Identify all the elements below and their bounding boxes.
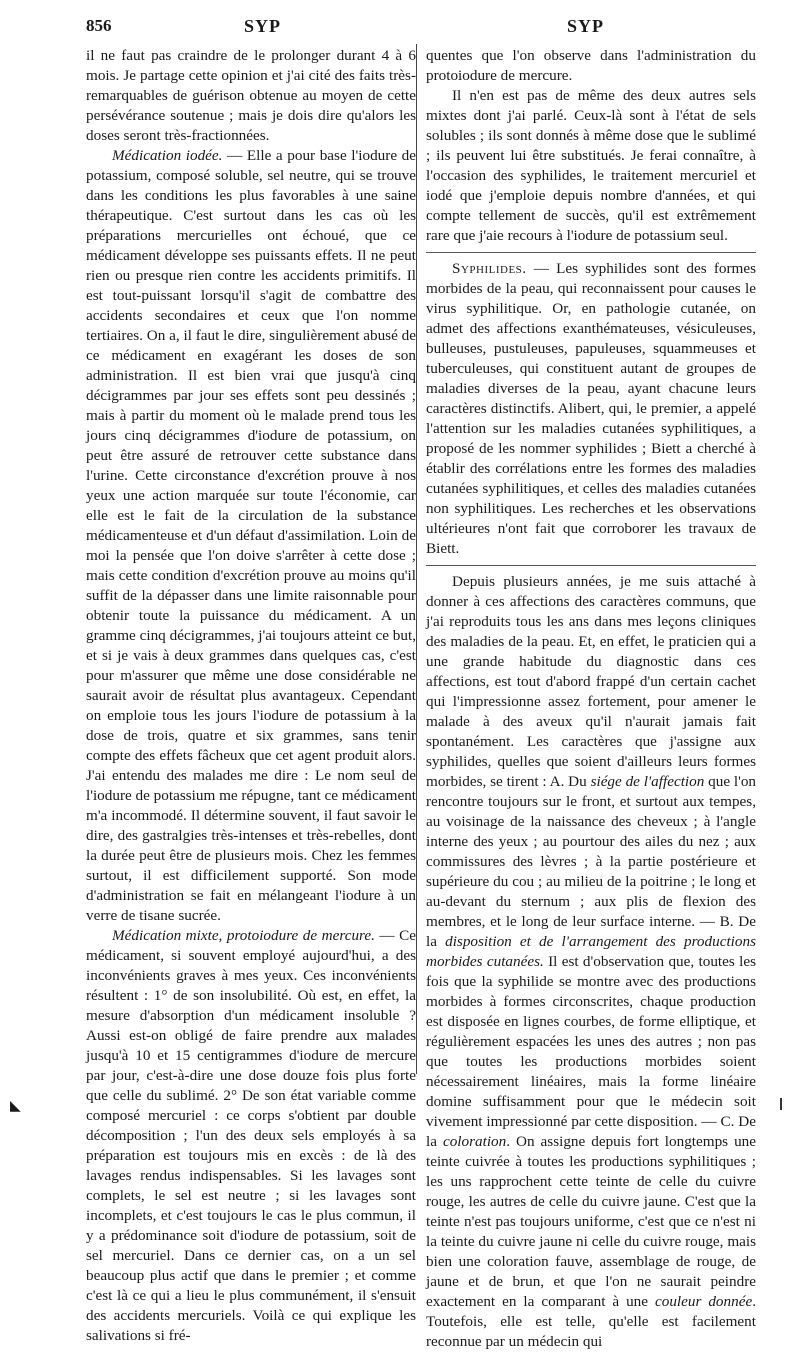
paragraph-text: Il est d'observation que, toutes les fois que la syphilide se montre avec des productions morbides à formes circonscrites, chaque production est disposée en lignes courbes, de forme elliptique, et régulièrement espacées les unes des autres ; non pas que toutes les productions morbides soient nécessairement linéaires, mais la forme linéaire domine suffisamment pour que le médecin soit vivement impressionné par cette disposition. — C. De la: [426, 953, 756, 1150]
page-number: 856: [86, 16, 112, 35]
paragraph-continuation: quentes que l'on observe dans l'administration du protoiodure de mercure.: [426, 47, 756, 84]
paragraph-medication-iodee: [86, 146, 416, 926]
paragraph-text: — Les syphilides sont des formes morbides de la peau, qui reconnaissent pour causes le virus syphilitique. Or, en pathologie cutanée, on admet des affections exanthémateuses, vésiculeuses, bulleuses, pustuleuses, papuleuses, squammeuses et tuberculeuses, qui constituent autant de groupes de maladies diverses de la peau, ayant chacune leurs caractères distinctifs. Alibert, qui, le premier, a appelé l'attention sur les maladies cutanées syphilitiques, a proposé de les nommer syphilides ; Biett a cherché à établir des corrélations entre les formes des maladies cutanées syphilitiques, et celles des maladies cutanées non syphilitiques. Les recherches et les observations ultérieures n'ont fait que corroborer les travaux de Biett.: [426, 260, 756, 557]
section-rule: [426, 252, 756, 253]
paragraph-text: que l'on rencontre toujours sur le front, et surtout aux tempes, au voisinage de la naissance des cheveux ; à l'angle interne des yeux ; au pourtour des ailes du nez ; aux commissures des lèvres ; à la partie postérieure et supérieure du cou ; au milieu de la poitrine ; le long et au-devant du sternum ; aux plis de flexion des membres, et le long de leur surface interne. — B. De la: [426, 773, 757, 950]
section-title-syphilides: Syphilides.: [452, 260, 527, 277]
paragraph-sels-mixtes: Il n'en est pas de même des deux autres sels mixtes dont j'ai parlé. Ceux-là sont à l'état de sels solubles ; ils sont donnés à même dose que le sublimé ; ils peuvent lui être substitués. Je ferai connaître, à l'occasion des syphilides, le traitement mercuriel et iodé que j'emploie depuis nombre d'années, et qui compte tellement de succès, qu'il est extrêmement rare que j'aie recours à l'iodure de potassium seul.: [426, 87, 756, 244]
section-title-medication-mixte: Médication mixte, protoiodure de mercure.: [112, 927, 375, 944]
italic-term: siége de l'affection: [590, 773, 705, 790]
paragraph-text: — Elle a pour base l'iodure de potassium, composé soluble, sel neutre, qui se trouve dans les conditions les plus favorables à une saine thérapeutique. C'est surtout dans les cas où les préparations mercurielles ont échoué, que ce médicament développe ses puissants effets. Il ne peut rien ou presque rien contre les accidents primitifs. Il est tout-puissant lorsqu'il s'agit de combattre des accidents secondaires et ceux que l'on nomme tertiaires. On a, il faut le dire, singulièrement abusé de ce médicament en exagérant les doses de son administration. Il est bien vrai que jusqu'à cinq décigrammes par jour ses effets sont peu dessinés ; mais à partir du moment où le malade prend tous les jours cinq décigrammes d'iodure de potassium, on peut être assuré de retrouver cette substance dans l'urine. Cette circonstance d'excrétion prouve à nos yeux une action marquée sur toute l'économie, car elle est le fait de la circulation de la substance médicamenteuse et d'un défaut d'assimilation. Loin de moi la pensée que l'on doive s'arrêter à cette dose ; mais cette condition d'excrétion prouve au moins qu'il suffit de la dépasser dans une limite raisonnable pour obtenir toute la puissance du médicament. A un gramme cinq décigrammes, j'ai toujours atteint ce but, et si je vais à deux grammes dans quelques cas, c'est pour m'assurer que même une dose considérable ne saurait avoir de résultat plus avantageux. Cependant on emploie tous les jours l'iodure de potassium à la dose de trois, quatre et six grammes, sans tenir compte des effets fâcheux que cet agent produit alors. J'ai entendu des malades me dire : Le nom seul de l'iodure de potassium me répugne, tant ce médicament m'a incommodé. Il détermine souvent, il faut savoir le dire, des gastralgies très-intenses et très-rebelles, dont la durée peut être de plusieurs mois. Chez les femmes surtout, il est difficilement supporté. Son mode d'administration se fait en mélangeant l'iodure à un verre de tisane sucrée.: [86, 147, 417, 924]
column-divider: [416, 44, 417, 1074]
paragraph-continuation: il ne faut pas craindre de le prolonger durant 4 à 6 mois. Je partage cette opinion et j'ai cité des faits très-remarquables de guérison obtenue au moyen de cette persévérance soutenue ; mais je dois dire qu'alors les doses seront très-fractionnées.: [86, 47, 416, 144]
left-column: [86, 46, 416, 1346]
paragraph-text: . On assigne depuis fort longtemps une teinte cuivrée à toutes les productions syphilitiques ; les uns rapprochent cette teinte de celle du cuivre rouge, les autres de celle du cuivre jaune. C'est que la teinte n'est pas toujours uniforme, c'est que ce n'est ni la teinte du cuivre jaune ni celle du cuivre rouge, mais bien une coloration fauve, assemblage de rouge, de jaune et de brun, et que l'on ne saurait peindre exactement en la comparant à une: [426, 1133, 756, 1310]
italic-term: couleur donnée: [654, 1293, 753, 1310]
scan-mark-icon: [780, 1098, 782, 1110]
paragraph-caracteres: [426, 572, 756, 1352]
paragraph-medication-mixte: [86, 926, 416, 1346]
paragraph-text: . Toutefois, elle est telle, qu'elle est facilement reconnue par un médecin qui: [426, 1293, 756, 1350]
paragraph-syphilides: [426, 259, 756, 559]
paragraph-text: Depuis plusieurs années, je me suis attaché à donner à ces affections des caractères communs, que j'ai reproduits tous les ans dans mes leçons cliniques des maladies de la peau. Et, en effet, le praticien qui a une grande habitude du diagnostic dans ces affections, est tout d'abord frappé d'un certain cachet qui l'impressionne assez fortement, pour amener le malade à des aveux qu'il n'aurait jamais fait spontanément. Les caractères que j'assigne aux syphilides, quelles que soient d'ailleurs leurs formes morbides, se tirent : A. Du: [426, 573, 756, 790]
italic-term: disposition et de l'arrangement des productions morbides cutanées.: [426, 933, 756, 970]
running-head-right: SYP: [567, 16, 605, 36]
section-title-medication-iodee: Médication iodée.: [112, 147, 223, 164]
page-header: [0, 14, 800, 38]
italic-term: coloration: [442, 1133, 507, 1150]
paragraph-text: — Ce médicament, si souvent employé aujourd'hui, a des inconvénients graves à mes yeux. Ces inconvénients résultent : 1° de son insolubilité. Où est, en effet, la mesure d'absorption d'un médicament insoluble ? Aussi est-on obligé de faire prendre aux malades jusqu'à 10 et 15 centigrammes d'iodure de mercure par jour, c'est-à-dire une dose douze fois plus forte que celle du sublimé. 2° De son état variable comme composé mercuriel : ce corps s'obtient par double décomposition ; l'un des deux sels employés à sa préparation est toujours mis en excès : de là des lavages rendus indispensables. Si les lavages sont complets, le sel est neutre ; si les lavages sont incomplets, et c'est toujours le cas le plus commun, il y a prédominance soit d'iodure de potassium, soit de sel mercuriel. Dans ce dernier cas, on a un sel beaucoup plus actif que dans le premier ; et comme c'est là ce qui a lieu le plus communément, il s'ensuit des accidents mercuriels. Voilà ce qui explique les salivations si fré-: [86, 927, 416, 1344]
running-head-left: SYP: [244, 16, 282, 36]
right-column: [426, 46, 756, 1352]
scan-mark-icon: ◣: [10, 1099, 21, 1114]
section-rule: [426, 565, 756, 566]
